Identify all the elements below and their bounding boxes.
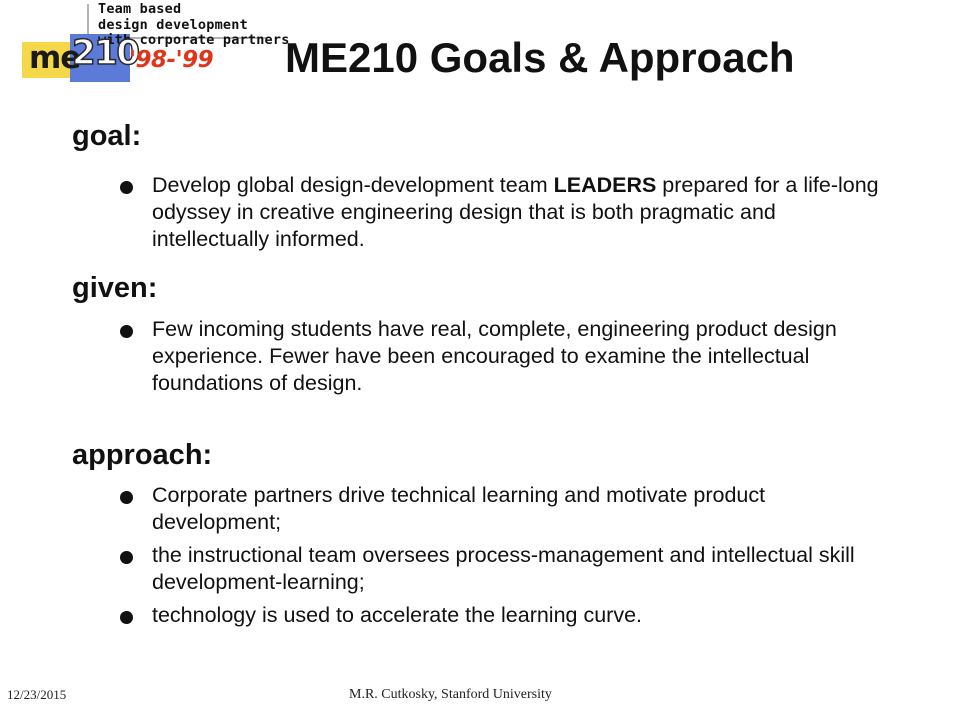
logo-tagline-line: design development	[98, 16, 248, 33]
slide-title: ME210 Goals & Approach	[285, 34, 795, 81]
bullet-icon	[120, 491, 133, 504]
goal-bullet-text	[152, 172, 880, 253]
bullet-icon	[120, 611, 133, 624]
goal-text-bold: LEADERS	[553, 173, 657, 197]
footer-date: 12/23/2015	[7, 687, 67, 702]
bullet-icon	[120, 325, 133, 338]
approach-bullet-text: the instructional team oversees process-management and intellectual skill development-learning;	[152, 543, 855, 594]
bullet-icon	[120, 551, 133, 564]
goal-text-after: prepared for a life-long odyssey in creative engineering design that is both pragmatic and intellectually informed.	[152, 173, 879, 251]
given-bullet-text: Few incoming students have real, complete, engineering product design experience. Fewer have been encouraged to examine the intellectual foundations of design.	[152, 317, 837, 395]
footer-credit: M.R. Cutkosky, Stanford University	[349, 687, 552, 702]
goal-text-before: Develop global design-development team	[152, 173, 554, 197]
bullet-icon	[120, 181, 133, 194]
logo-tagline-line: with corporate partners	[98, 32, 290, 48]
logo-year-text: '98-'99	[129, 47, 214, 73]
approach-bullet-text: Corporate partners drive technical learning and motivate product development;	[152, 483, 766, 534]
logo-me-text: me	[29, 40, 81, 76]
goal-heading: goal:	[72, 120, 142, 152]
me210-logo	[8, 0, 290, 100]
given-heading: given:	[72, 272, 158, 304]
logo-tagline-line: Team based	[98, 1, 182, 17]
logo-number-text: 210	[72, 33, 139, 73]
approach-heading: approach:	[72, 439, 213, 471]
approach-bullet-text: technology is used to accelerate the learning curve.	[152, 603, 643, 627]
